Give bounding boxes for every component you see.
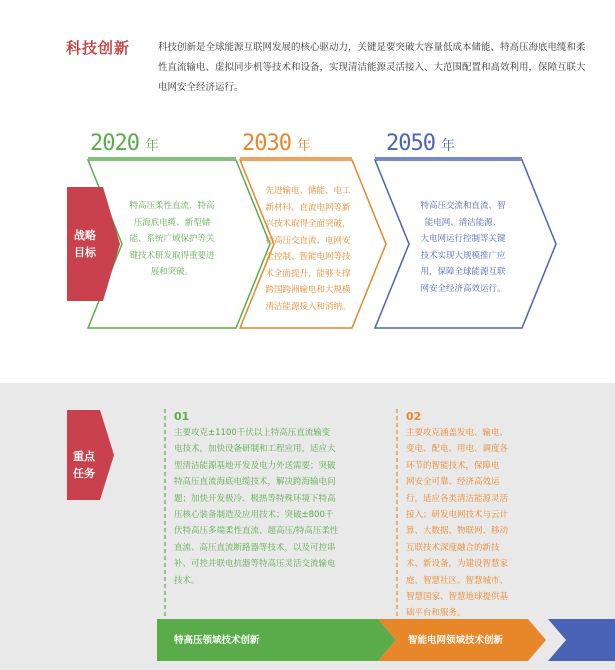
stage-2050-text: 特高压交流和直流、智 能电网、清洁能源、 大电网运行控制等关键 技术实现大规模推广应 用，保障全球能源互联 网安全经济高效运行。 xyxy=(420,201,506,294)
task-label: 重点 任务 xyxy=(73,450,95,480)
section-title: 科技创新 xyxy=(66,39,131,57)
stage-2050-year: 2050 年 xyxy=(386,131,455,156)
task-02-text: 主要攻克涵盖发电、输电、 变电、配电、用电、调度各 环节的智能技术，保障电 网安全可靠、经济高效运 行，适应各类清洁能源灵活 接入；研发电网技术与云计 算、大数据、物联网、移动 互联技术深度融合的新技 术、新设备，为建设智慧家 庭、智慧社区、智慧城市、 智慧国家、智慧地球提供基 础平台和服务。 xyxy=(406,428,509,619)
stage-2020-text: 特高压柔性直流、特高 压海底电缆、新型储 能、系统广域保护等关 键技术研发取得重要进 展和突破。 xyxy=(129,201,215,277)
stage-2030-text: 先进输电、储能、电工 新材料、直流电网等新 兴技术取得全面突破， 特高压交直流、电网安 全控制、智能电网等技 术全面提升，能够支撑 跨国跨洲输电和大规模 清洁能源接入和消纳。 xyxy=(265,186,351,312)
stage-2030-year: 2030 年 xyxy=(242,131,311,156)
strategy-label: 战略 目标 xyxy=(74,229,96,259)
bar-1-label: 特高压领域技术创新 xyxy=(174,635,260,646)
bar-3-shape xyxy=(548,619,615,661)
task-01-number: 01 xyxy=(174,410,190,423)
intro-paragraph: 科技创新是全球能源互联网发展的核心驱动力，关键是要突破大容量低成本储能、特高压海底电缆和柔性直流输电、虚拟同步机等技术和设备，实现清洁能源灵活接入、大范围配置和高效利用，保障互联大电网安全经济运行。 xyxy=(158,42,586,93)
stage-2020-year: 2020 年 xyxy=(90,131,159,156)
task-01-text: 主要攻克±1100千伏以上特高压直流输变 电技术，加快设备研制和工程应用，适应大 型清洁能源基地开发及电力外送需要；突破 特高压直流海底电缆技术，解决跨海输电问 题；加快开发极冷、极热等特殊环境下特高 压核心装备制造及应用技术；突破±800千 伏特高压多端柔性直流、超高压/特高压柔性 直流、高压直流断路器等技术，以及可控串 补、可控并联电抗器等特高压灵活交流输电 技术。 xyxy=(174,428,339,586)
task-02-number: 02 xyxy=(406,410,422,423)
bar-2-label: 智能电网领域技术创新 xyxy=(408,635,504,646)
